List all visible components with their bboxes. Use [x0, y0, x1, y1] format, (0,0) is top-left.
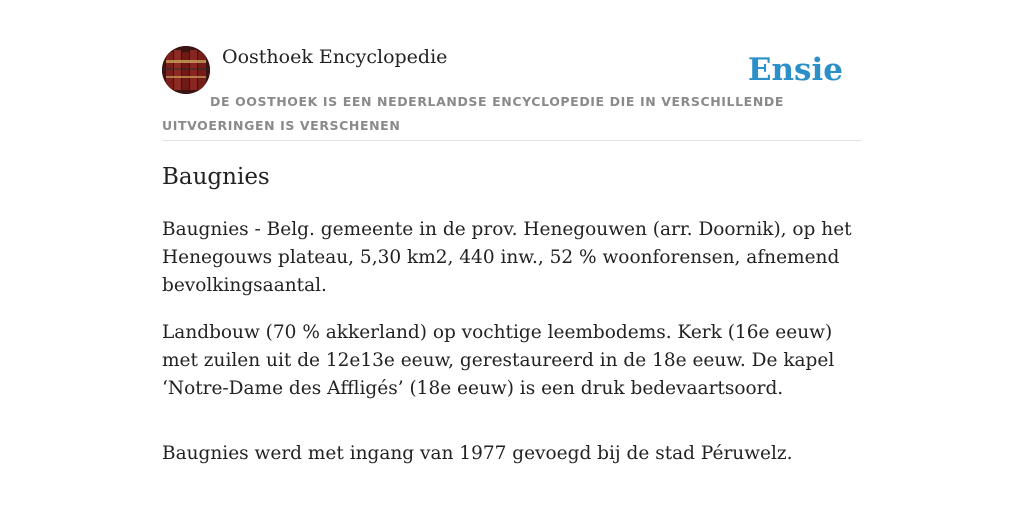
article-paragraph: Baugnies werd met ingang van 1977 gevoegd bij de stad Péruwelz. — [162, 443, 793, 464]
article-title: Baugnies — [162, 164, 270, 190]
article-paragraph: Landbouw (70 % akkerland) op vochtige leembodems. Kerk (16e eeuw) met zuilen uit de 12e13e eeuw, gerestaureerd in de 18e eeuw. De kapel ‘Notre-Dame des Affligés’ (18e eeuw) is een druk bedevaartsoord. — [162, 322, 835, 399]
article-paragraph: Baugnies - Belg. gemeente in de prov. Henegouwen (arr. Doornik), op het Henegouws plateau, 5,30 km2, 440 inw., 52 % woonforensen, afnemend bevolkingsaantal. — [162, 219, 852, 296]
article-card — [162, 0, 862, 464]
source-avatar[interactable] — [162, 46, 210, 94]
ensie-logo-link[interactable]: Ensie — [747, 52, 843, 88]
source-name-link[interactable]: Oosthoek Encyclopedie — [222, 46, 448, 68]
book-spines-icon — [162, 46, 210, 94]
article-header — [162, 0, 862, 141]
source-tagline: DE OOSTHOEK IS EEN NEDERLANDSE ENCYCLOPEDIE DIE IN VERSCHILLENDE UITVOERINGEN IS VERSCHENEN — [162, 94, 784, 133]
article-body — [162, 216, 867, 487]
